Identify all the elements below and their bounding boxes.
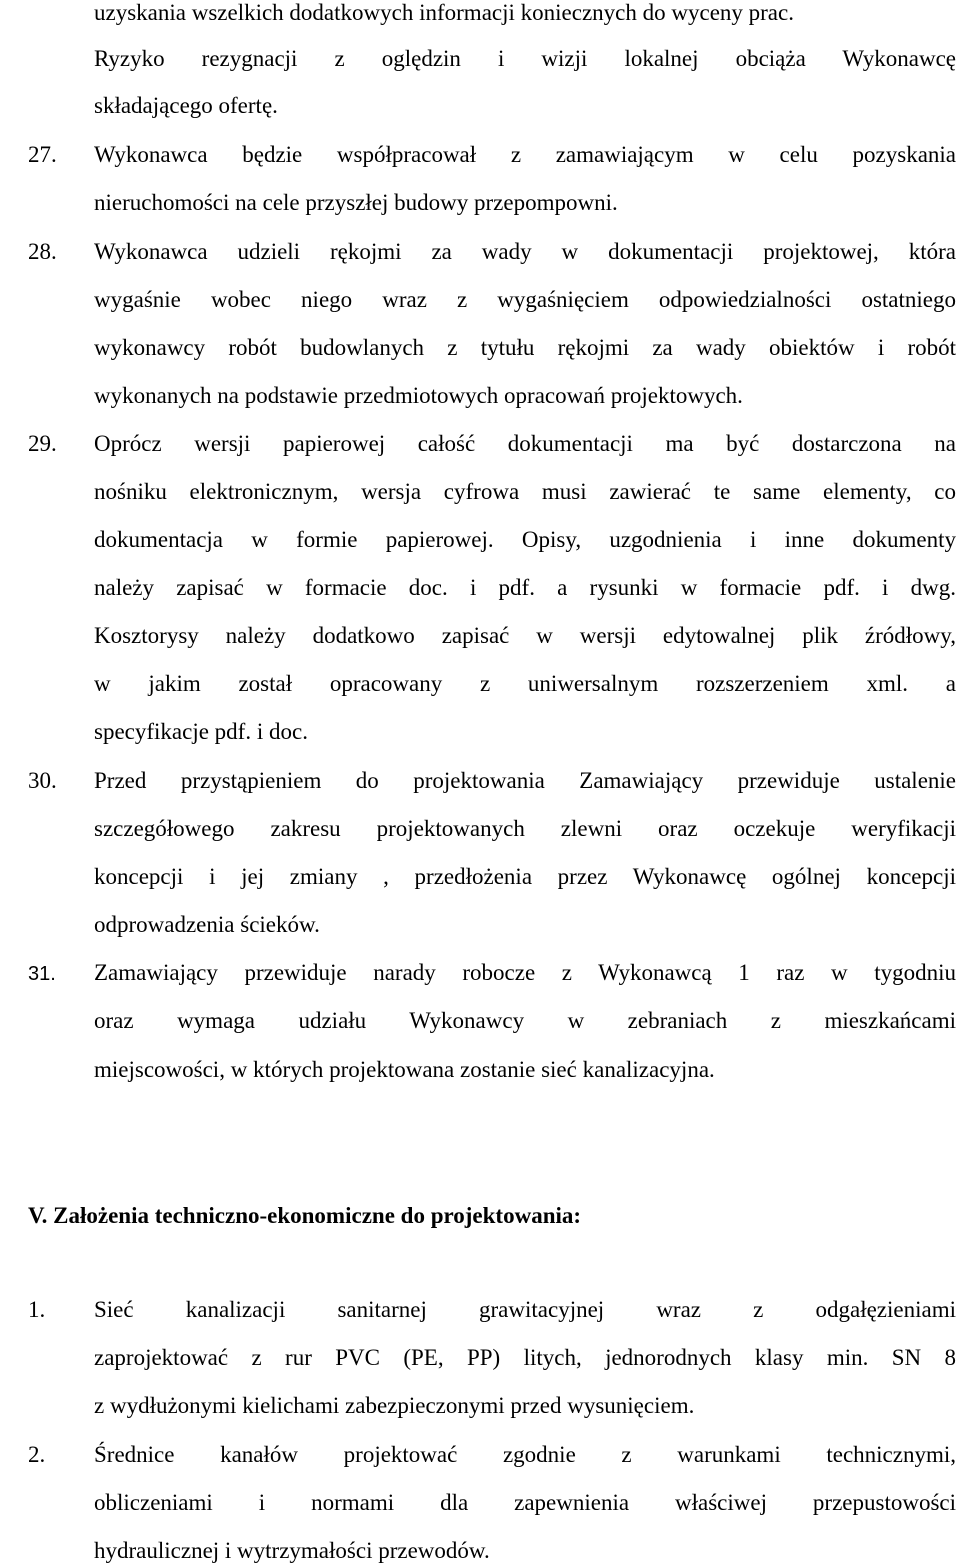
item-line: należy zapisać w formacie doc. i pdf. a rysunki w formacie pdf. i dwg. — [94, 575, 956, 600]
section-heading: V. Założenia techniczno-ekonomiczne do projektowania: — [28, 1203, 582, 1228]
item-number: 31. — [28, 963, 56, 985]
item-line: Średnice kanałów projektować zgodnie z warunkami technicznymi, — [94, 1442, 956, 1467]
intro-line: uzyskania wszelkich dodatkowych informacji koniecznych do wyceny prac. — [94, 0, 794, 25]
item-line: obliczeniami i normami dla zapewnienia właściwej przepustowości — [94, 1490, 956, 1515]
item-line: specyfikacje pdf. i doc. — [94, 719, 308, 744]
item-line: wygaśnie wobec niego wraz z wygaśnięciem odpowiedzialności ostatniego — [94, 287, 956, 312]
item-number: 30. — [28, 768, 57, 793]
item-number: 2. — [28, 1442, 46, 1467]
item-line: Wykonawca udzieli rękojmi za wady w dokumentacji projektowej, która — [94, 239, 956, 264]
item-line: odprowadzenia ścieków. — [94, 912, 320, 937]
intro-line: składającego ofertę. — [94, 93, 278, 118]
item-line: Oprócz wersji papierowej całość dokumentacji ma być dostarczona na — [94, 431, 956, 456]
item-number: 29. — [28, 431, 57, 456]
item-line: Przed przystąpieniem do projektowania Zamawiający przewiduje ustalenie — [94, 768, 956, 793]
item-line: z wydłużonymi kielichami zabezpieczonymi przed wysunięciem. — [94, 1393, 695, 1418]
item-line: hydraulicznej i wytrzymałości przewodów. — [94, 1538, 490, 1563]
item-number: 1. — [28, 1297, 46, 1322]
item-line: zaprojektować z rur PVC (PE, PP) litych, jednorodnych klasy min. SN 8 — [94, 1345, 956, 1370]
item-line: wykonanych na podstawie przedmiotowych opracowań projektowych. — [94, 383, 743, 408]
item-number: 27. — [28, 142, 57, 167]
item-line: nośniku elektronicznym, wersja cyfrowa musi zawierać te same elementy, co — [94, 479, 956, 504]
item-number: 28. — [28, 239, 57, 264]
item-line: dokumentacja w formie papierowej. Opisy, uzgodnienia i inne dokumenty — [94, 527, 956, 552]
item-line: oraz wymaga udziału Wykonawcy w zebraniach z mieszkańcami — [94, 1008, 956, 1033]
intro-line: Ryzyko rezygnacji z oględzin i wizji lokalnej obciąża Wykonawcę — [94, 46, 956, 71]
item-line: Zamawiający przewiduje narady robocze z Wykonawcą 1 raz w tygodniu — [94, 960, 956, 985]
item-line: wykonawcy robót budowlanych z tytułu rękojmi za wady obiektów i robót — [94, 335, 956, 360]
item-line: miejscowości, w których projektowana zostanie sieć kanalizacyjna. — [94, 1057, 715, 1082]
item-line: koncepcji i jej zmiany , przedłożenia przez Wykonawcę ogólnej koncepcji — [94, 864, 956, 889]
item-line: szczegółowego zakresu projektowanych zlewni oraz oczekuje weryfikacji — [94, 816, 956, 841]
item-line: Wykonawca będzie współpracował z zamawiającym w celu pozyskania — [94, 142, 956, 167]
item-line: nieruchomości na cele przyszłej budowy przepompowni. — [94, 190, 618, 215]
item-line: w jakim został opracowany z uniwersalnym rozszerzeniem xml. a — [94, 671, 956, 696]
item-line: Kosztorysy należy dodatkowo zapisać w wersji edytowalnej plik źródłowy, — [94, 623, 956, 648]
item-line: Sieć kanalizacji sanitarnej grawitacyjnej wraz z odgałęzieniami — [94, 1297, 956, 1322]
